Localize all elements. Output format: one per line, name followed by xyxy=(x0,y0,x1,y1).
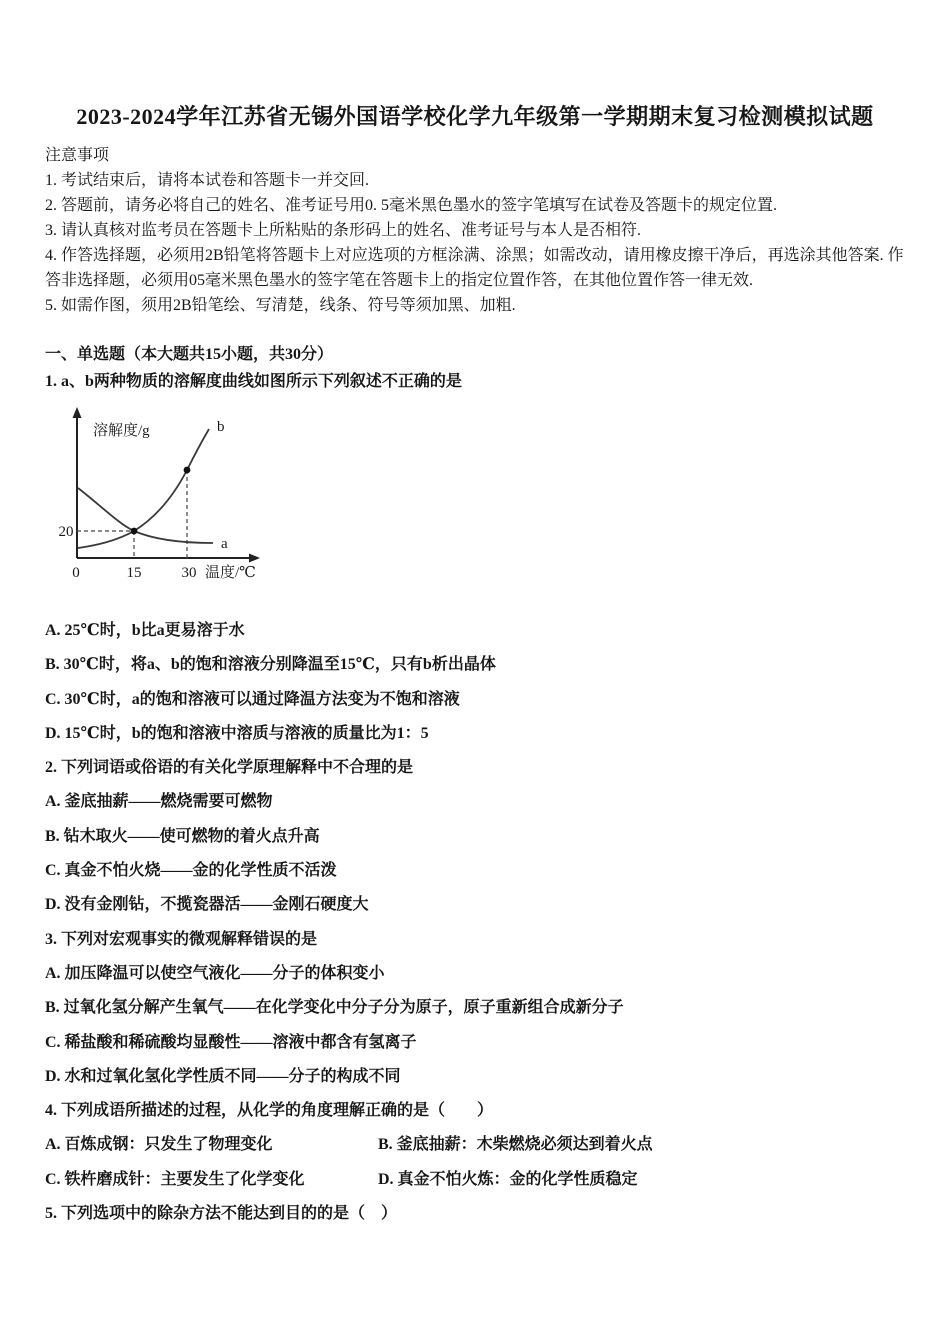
curve-a xyxy=(78,488,213,543)
notice-heading: 注意事项 xyxy=(45,147,110,164)
notice-item-4: 4. 作答选择题，必须用2B铅笔将答题卡上对应选项的方框涂满、涂黑；如需改动，请用橡皮擦干净后，再选涂其他答案. 作答非选择题，必须用05毫米黑色墨水的签字笔在答题卡上的指定位置作答，在其他位置作答一律无效. xyxy=(45,247,904,289)
question-1-option-b: B. 30℃时，将a、b的饱和溶液分别降温至15℃，只有b析出晶体 xyxy=(45,656,496,674)
question-3-option-d: D. 水和过氧化氢化学性质不同——分子的构成不同 xyxy=(45,1067,401,1085)
notice-item-5: 5. 如需作图，须用2B铅笔绘、写清楚，线条、符号等须加黑、加粗. xyxy=(45,297,516,314)
notice-item-2: 2. 答题前，请务必将自己的姓名、准考证号用0. 5毫米黑色墨水的签字笔填写在试卷及答题卡的规定位置. xyxy=(45,197,778,214)
question-4-stem: 4. 下列成语所描述的过程，从化学的角度理解正确的是（ ） xyxy=(45,1102,494,1120)
question-5-stem: 5. 下列选项中的除杂方法不能达到目的的是（ ） xyxy=(45,1205,398,1223)
question-4-option-b: B. 釜底抽薪：木柴燃烧必须达到着火点 xyxy=(378,1136,653,1154)
question-4-option-c: C. 铁杵磨成针：主要发生了化学变化 xyxy=(45,1170,305,1188)
question-4-option-d: D. 真金不怕火炼：金的化学性质稳定 xyxy=(378,1170,638,1188)
question-2-option-d: D. 没有金刚钻，不揽瓷器活——金刚石硬度大 xyxy=(45,896,369,914)
notice-item-1: 1. 考试结束后，请将本试卷和答题卡一并交回. xyxy=(45,172,370,189)
curve-a-label: a xyxy=(221,536,228,552)
solubility-chart xyxy=(45,405,280,590)
question-2-stem: 2. 下列词语或俗语的有关化学原理解释中不合理的是 xyxy=(45,759,414,777)
questions-block xyxy=(45,614,913,1231)
y-axis-arrow-icon xyxy=(73,407,82,418)
y-tick-20: 20 xyxy=(58,524,74,540)
notice-item-3: 3. 请认真核对监考员在答题卡上所粘贴的条形码上的姓名、准考证号与本人是否相符. xyxy=(45,222,642,239)
question-1-stem: 1. a、b两种物质的溶解度曲线如图所示下列叙述不正确的是 xyxy=(45,373,462,390)
notice-section xyxy=(45,143,913,318)
question-4-options-row-2 xyxy=(45,1163,913,1197)
question-2-option-b: B. 钻木取火——使可燃物的着火点升高 xyxy=(45,827,320,845)
question-2-option-c: C. 真金不怕火烧——金的化学性质不活泼 xyxy=(45,862,337,880)
question-1-option-a: A. 25℃时，b比a更易溶于水 xyxy=(45,622,245,639)
question-3-option-c: C. 稀盐酸和稀硫酸均显酸性——溶液中都含有氢离子 xyxy=(45,1033,417,1051)
intersection-point xyxy=(131,528,138,535)
question-4-options-row-1 xyxy=(45,1128,913,1162)
question-1-option-c: C. 30℃时，a的饱和溶液可以通过降温方法变为不饱和溶液 xyxy=(45,690,460,708)
x-axis-arrow-icon xyxy=(249,554,260,563)
x-tick-15: 15 xyxy=(126,565,142,581)
section-heading: 一、单选题（本大题共15小题，共30分） xyxy=(45,346,334,363)
question-1-option-d: D. 15℃时，b的饱和溶液中溶质与溶液的质量比为1：5 xyxy=(45,724,429,742)
question-3-option-b: B. 过氧化氢分解产生氧气——在化学变化中分子分为原子，原子重新组合成新分子 xyxy=(45,999,624,1017)
x-tick-0: 0 xyxy=(72,565,80,581)
x-tick-30: 30 xyxy=(181,565,197,581)
question-4-option-a: A. 百炼成钢：只发生了物理变化 xyxy=(45,1136,273,1154)
curve-b xyxy=(78,429,209,548)
curve-b-point-30 xyxy=(184,467,191,474)
x-axis-label: 温度/℃ xyxy=(205,565,256,581)
page-title: 2023-2024学年江苏省无锡外国语学校化学九年级第一学期期末复习检测模拟试题 xyxy=(76,104,874,129)
question-3-option-a: A. 加压降温可以使空气液化——分子的体积变小 xyxy=(45,964,385,982)
curve-b-label: b xyxy=(217,419,225,435)
question-2-option-a: A. 釜底抽薪——燃烧需要可燃物 xyxy=(45,793,273,811)
y-axis-label: 溶解度/g xyxy=(93,423,150,439)
question-3-stem: 3. 下列对宏观事实的微观解释错误的是 xyxy=(45,930,318,948)
